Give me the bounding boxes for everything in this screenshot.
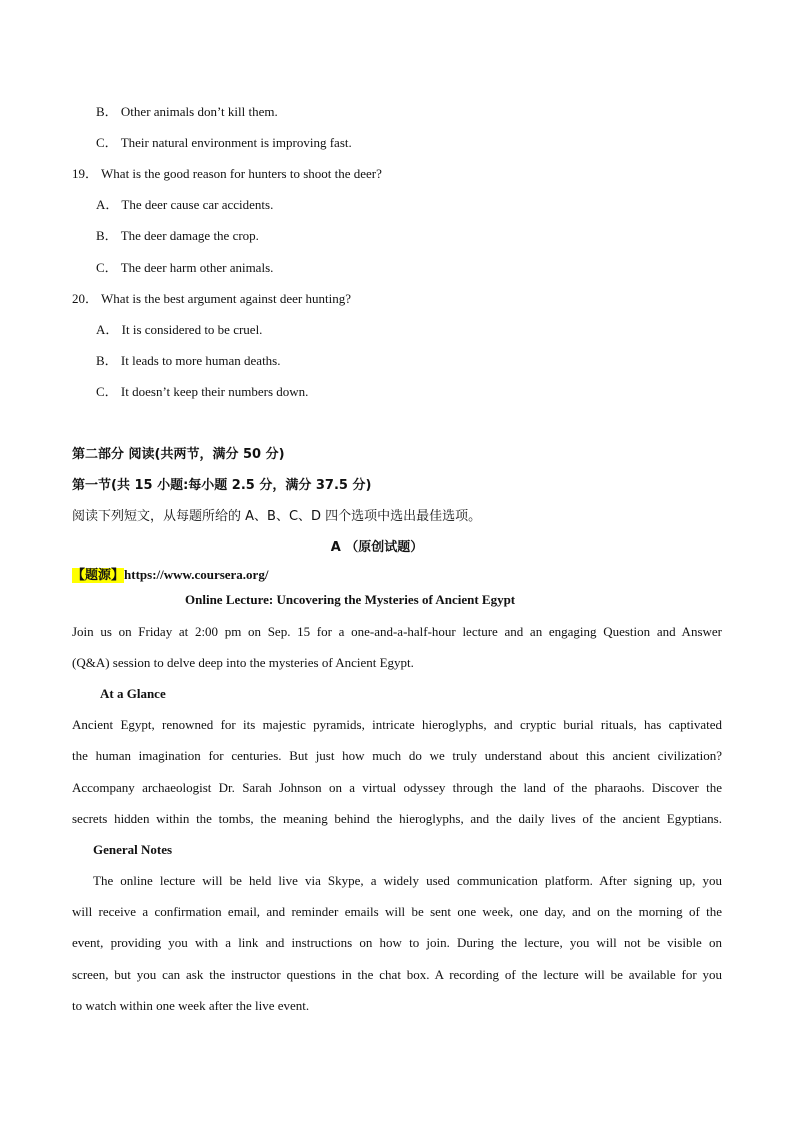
passage-label: A （原创试题）: [330, 540, 424, 555]
option-letter: A．: [96, 322, 119, 337]
source-url: https://www.coursera.org/: [124, 567, 269, 582]
option-text: Their natural environment is improving fast.: [120, 135, 352, 150]
notes-line-2: will receive a confirmation email, and reminder emails will be sent one week, one day, and on the morning of the: [72, 904, 722, 919]
glance-line-2: the human imagination for centuries. But just how much do we truly understand about this ancient civilization?: [72, 748, 722, 763]
glance-line-3: Accompany archaeologist Dr. Sarah Johnson on a virtual odyssey through the land of the pharaohs. Discover the: [72, 780, 722, 795]
q20-option-a: [96, 322, 262, 338]
notes-line-1: The online lecture will be held live via Skype, a widely used communication platform. After signing up, you: [93, 873, 722, 888]
q19-option-b: [96, 228, 259, 244]
option-b-prev: [96, 104, 278, 120]
glance-heading: At a Glance: [100, 686, 166, 701]
intro-line-2: (Q&A) session to delve deep into the mysteries of Ancient Egypt.: [72, 655, 414, 670]
glance-line-4: secrets hidden within the tombs, the meaning behind the hieroglyphs, and the daily lives of the ancient Egyptians.: [72, 811, 722, 826]
option-text: The deer damage the crop.: [120, 228, 259, 243]
part2-heading: 第二部分 阅读(共两节，满分 50 分): [72, 447, 285, 462]
option-text: The deer cause car accidents.: [121, 197, 274, 212]
question-20: [72, 291, 351, 307]
option-letter: B．: [96, 353, 118, 368]
option-letter: B．: [96, 104, 118, 119]
question-text: What is the best argument against deer hunting?: [101, 291, 351, 306]
option-letter: C．: [96, 135, 118, 150]
source-line: [72, 567, 268, 584]
option-letter: A．: [96, 197, 119, 212]
instructions: 阅读下列短文，从每题所给的 A、B、C、D 四个选项中选出最佳选项。: [72, 509, 482, 524]
notes-line-5: to watch within one week after the live event.: [72, 998, 310, 1013]
intro-line-1: Join us on Friday at 2:00 pm on Sep. 15 for a one-and-a-half-hour lecture and an engaging Question and Answer: [72, 624, 722, 639]
notes-heading: General Notes: [93, 842, 173, 857]
option-letter: B．: [96, 228, 118, 243]
q20-option-c: [96, 384, 308, 400]
question-text: What is the good reason for hunters to shoot the deer?: [101, 166, 382, 181]
glance-line-1: Ancient Egypt, renowned for its majestic pyramids, intricate hieroglyphs, and cryptic burial rituals, has captivated: [72, 717, 722, 732]
source-tag: 【题源】: [72, 568, 125, 583]
option-letter: C．: [96, 260, 118, 275]
question-number: 20．: [72, 291, 99, 306]
notes-line-3: event, providing you with a link and instructions on how to join. During the lecture, you will not be visible on: [72, 935, 722, 950]
q19-option-c: [96, 260, 273, 276]
option-text: The deer harm other animals.: [120, 260, 274, 275]
option-text: Other animals don’t kill them.: [120, 104, 278, 119]
option-text: It doesn’t keep their numbers down.: [120, 384, 309, 399]
question-19: [72, 166, 382, 182]
option-text: It leads to more human deaths.: [120, 353, 281, 368]
article-title: Online Lecture: Uncovering the Mysteries of Ancient Egypt: [185, 592, 516, 607]
section1-heading: 第一节(共 15 小题:每小题 2.5 分，满分 37.5 分): [72, 478, 372, 493]
option-text: It is considered to be cruel.: [121, 322, 263, 337]
notes-line-4: screen, but you can ask the instructor questions in the chat box. A recording of the lecture will be available for you: [72, 967, 722, 982]
option-letter: C．: [96, 384, 118, 399]
q19-option-a: [96, 197, 273, 213]
q20-option-b: [96, 353, 281, 369]
option-c-prev: [96, 135, 352, 151]
question-number: 19．: [72, 166, 99, 181]
